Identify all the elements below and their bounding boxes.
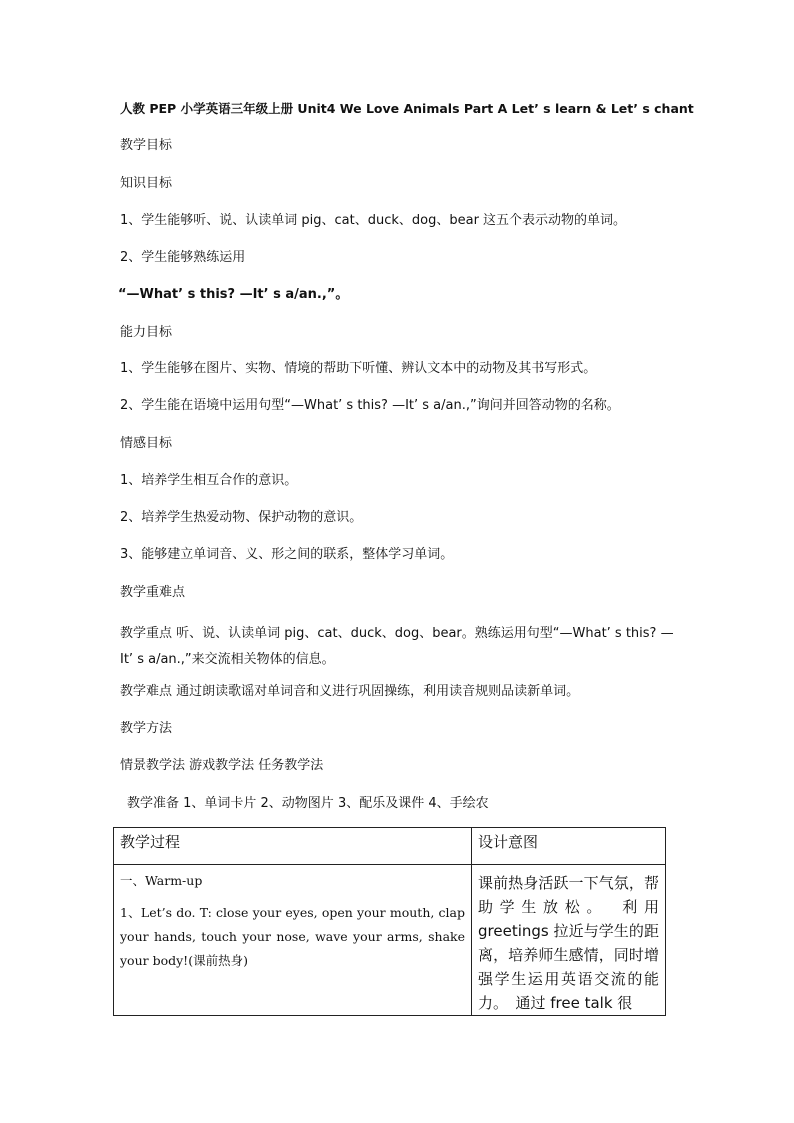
heading-emotional-goals: 情感目标 <box>120 436 173 451</box>
heading-key-difficult-points: 教学重难点 <box>120 585 186 600</box>
document-title: 人教 PEP 小学英语三年级上册 Unit4 We Love Animals Part A Let’ s learn & Let’ s chant <box>120 101 694 116</box>
difficult-points-paragraph: 教学难点 通过朗读歌谣对单词音和义进行巩固操练，利用读音规则品读新单词。 <box>120 684 580 699</box>
heading-knowledge-goals: 知识目标 <box>120 176 173 191</box>
knowledge-goal-2-pattern: “—What’ s this? —It’ s a/an.,”。 <box>118 287 349 302</box>
emotional-goal-1: 1、培养学生相互合作的意识。 <box>120 473 298 488</box>
heading-teaching-goals: 教学目标 <box>120 138 173 153</box>
ability-goal-2: 2、学生能在语境中运用句型“—What’ s this? —It’ s a/an.,”询问并回答动物的名称。 <box>120 398 620 413</box>
teaching-methods-list: 情景教学法 游戏教学法 任务教学法 <box>120 758 324 773</box>
teaching-process-table <box>113 827 666 1016</box>
teaching-preparation: 教学准备 1、单词卡片 2、动物图片 3、配乐及课件 4、手绘农 <box>127 796 489 811</box>
heading-ability-goals: 能力目标 <box>120 325 173 340</box>
emotional-goal-3: 3、能够建立单词音、义、形之间的联系，整体学习单词。 <box>120 547 454 562</box>
header-design-intent: 设计意图 <box>472 828 666 865</box>
warm-up-activity: 1、Let’s do. T: close your eyes, open your mouth, clap your hands, touch your nose, wave your arms, shake your body!(课前热身) <box>120 905 465 968</box>
emotional-goal-2: 2、培养学生热爱动物、保护动物的意识。 <box>120 510 363 525</box>
key-points-paragraph: 教学重点 听、说、认读单词 pig、cat、duck、dog、bear。熟练运用句型“—What’ s this? —It’ s a/an.,”来交流相关物体的信息。 <box>120 626 674 667</box>
ability-goal-1: 1、学生能够在图片、实物、情境的帮助下听懂、辨认文本中的动物及其书写形式。 <box>120 361 597 376</box>
header-teaching-process: 教学过程 <box>114 828 472 865</box>
table-header-row <box>114 828 666 865</box>
table-row <box>114 865 666 1016</box>
process-cell <box>114 865 472 1016</box>
heading-teaching-methods: 教学方法 <box>120 721 173 736</box>
warm-up-heading: 一、Warm-up <box>120 873 203 888</box>
knowledge-goal-1: 1、学生能够听、说、认读单词 pig、cat、duck、dog、bear 这五个表示动物的单词。 <box>120 213 627 228</box>
intent-cell: 课前热身活跃一下气氛，帮助学生放松。 利用 greetings 拉近与学生的距离，培养师生感情，同时增强学生运用英语交流的能力。 通过 free talk 很 <box>472 865 666 1016</box>
knowledge-goal-2: 2、学生能够熟练运用 <box>120 250 246 265</box>
